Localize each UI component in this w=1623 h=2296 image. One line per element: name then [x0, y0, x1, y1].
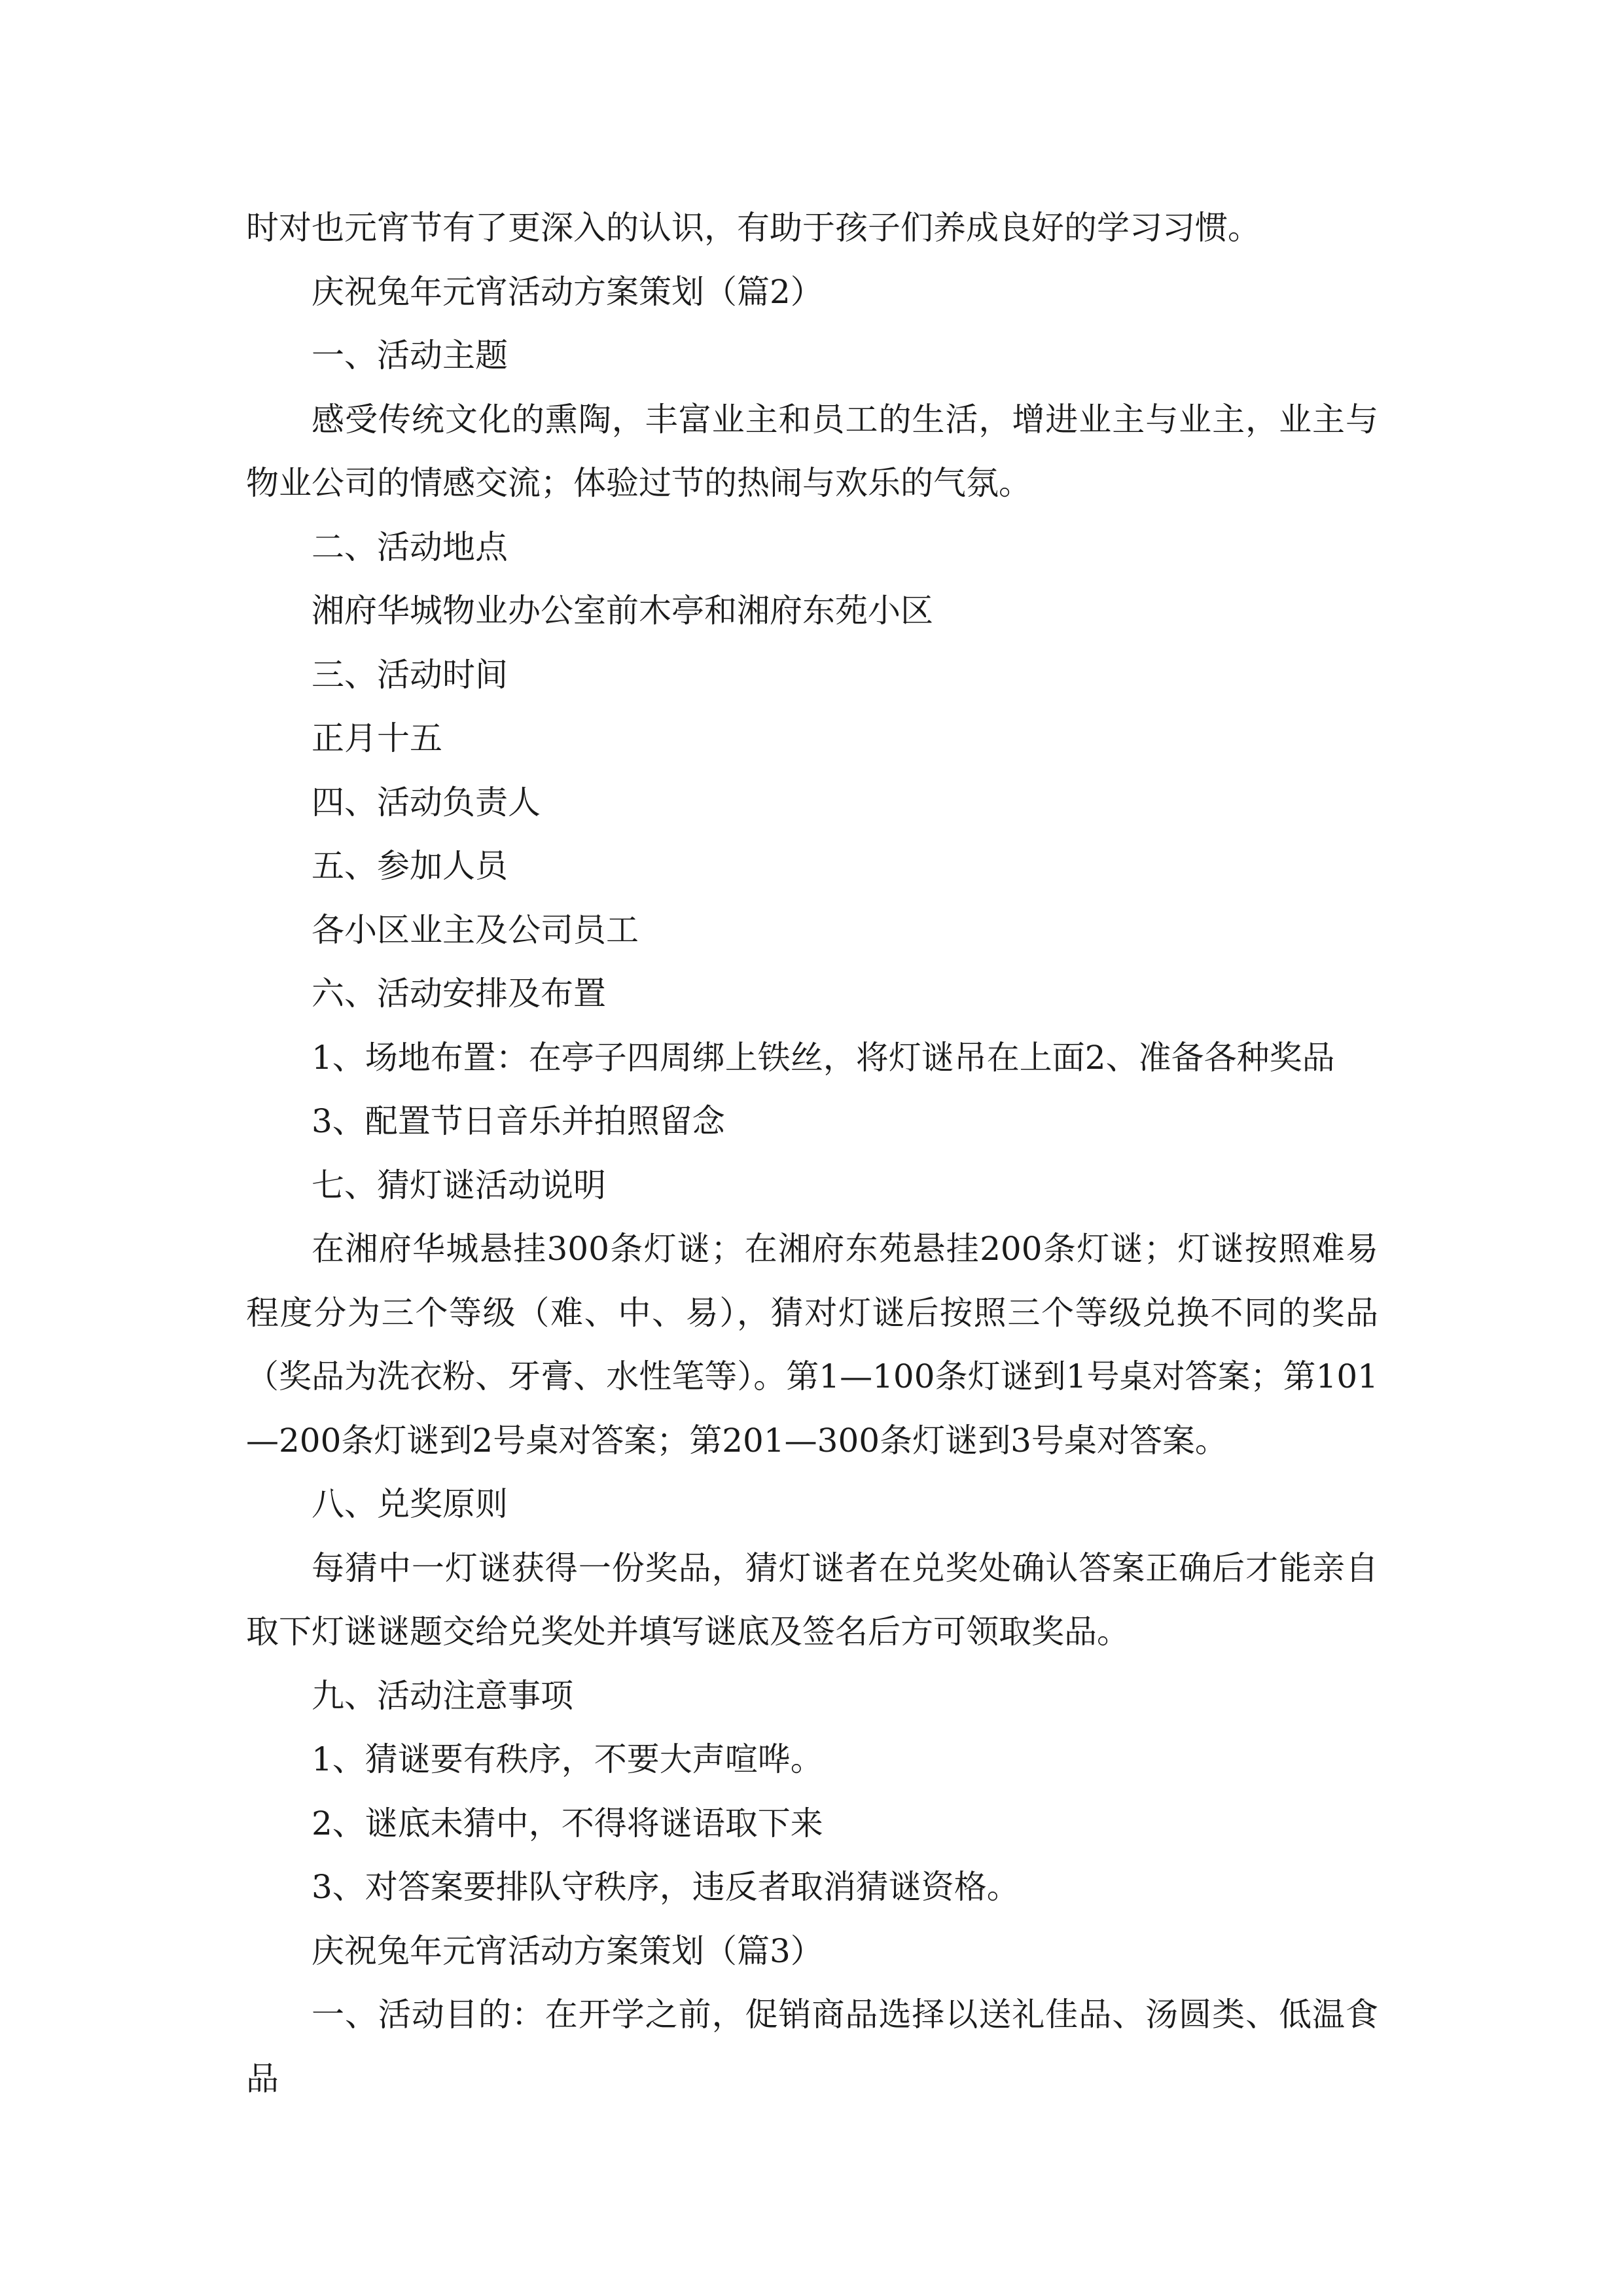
heading-notes: 九、活动注意事项	[312, 1676, 573, 1715]
paragraph-prize-rules: 每猜中一灯谜获得一份奖品，猜灯谜者在兑奖处确认答案正确后才能亲自取下灯谜谜题交给兑奖处并填写谜底及签名后方可领取奖品。	[246, 1549, 1378, 1651]
paragraph-note-2: 2、谜底未猜中，不得将谜语取下来	[312, 1804, 823, 1842]
heading-time: 三、活动时间	[312, 655, 508, 694]
paragraph-note-3: 3、对答案要排队守秩序，违反者取消猜谜资格。	[312, 1868, 1020, 1906]
paragraph-theme: 感受传统文化的熏陶，丰富业主和员工的生活，增进业主与业主，业主与物业公司的情感交流；体验过节的热闹与欢乐的气氛。	[246, 400, 1378, 502]
heading-theme: 一、活动主题	[312, 336, 508, 374]
paragraph-arrangement-3: 3、配置节日音乐并拍照留念	[312, 1102, 725, 1140]
heading-location: 二、活动地点	[312, 528, 508, 566]
paragraph-continuation: 时对也元宵节有了更深入的认识，有助于孩子们养成良好的学习习惯。	[246, 209, 1260, 247]
heading-arrangement: 六、活动安排及布置	[312, 975, 606, 1013]
heading-prize-rules: 八、兑奖原则	[312, 1485, 508, 1523]
paragraph-purpose: 一、活动目的：在开学之前，促销商品选择以送礼佳品、汤圆类、低温食品	[246, 1996, 1378, 2098]
heading-person-in-charge: 四、活动负责人	[312, 783, 541, 821]
paragraph-location: 湘府华城物业办公室前木亭和湘府东苑小区	[312, 592, 933, 630]
section-heading-article-2: 庆祝兔年元宵活动方案策划（篇2）	[312, 272, 823, 311]
paragraph-riddle-description: 在湘府华城悬挂300条灯谜；在湘府东苑悬挂200条灯谜；灯谜按照难易程度分为三个等级（难、中、易），猜对灯谜后按照三个等级兑换不同的奖品（奖品为洗衣粉、牙膏、水性笔等）。第1—100条灯谜到1号桌对答案；第101—200条灯谜到2号桌对答案；第201—300条灯谜到3号桌对答案。	[246, 1230, 1378, 1460]
heading-participants: 五、参加人员	[312, 847, 508, 885]
section-heading-article-3: 庆祝兔年元宵活动方案策划（篇3）	[312, 1931, 823, 1970]
paragraph-note-1: 1、猜谜要有秩序，不要大声喧哗。	[312, 1740, 823, 1778]
document-body	[246, 196, 1378, 2111]
paragraph-time: 正月十五	[312, 719, 442, 757]
paragraph-participants: 各小区业主及公司员工	[312, 910, 639, 949]
paragraph-arrangement-1: 1、场地布置：在亭子四周绑上铁丝，将灯谜吊在上面2、准备各种奖品	[312, 1038, 1335, 1077]
heading-riddle-description: 七、猜灯谜活动说明	[312, 1166, 606, 1204]
